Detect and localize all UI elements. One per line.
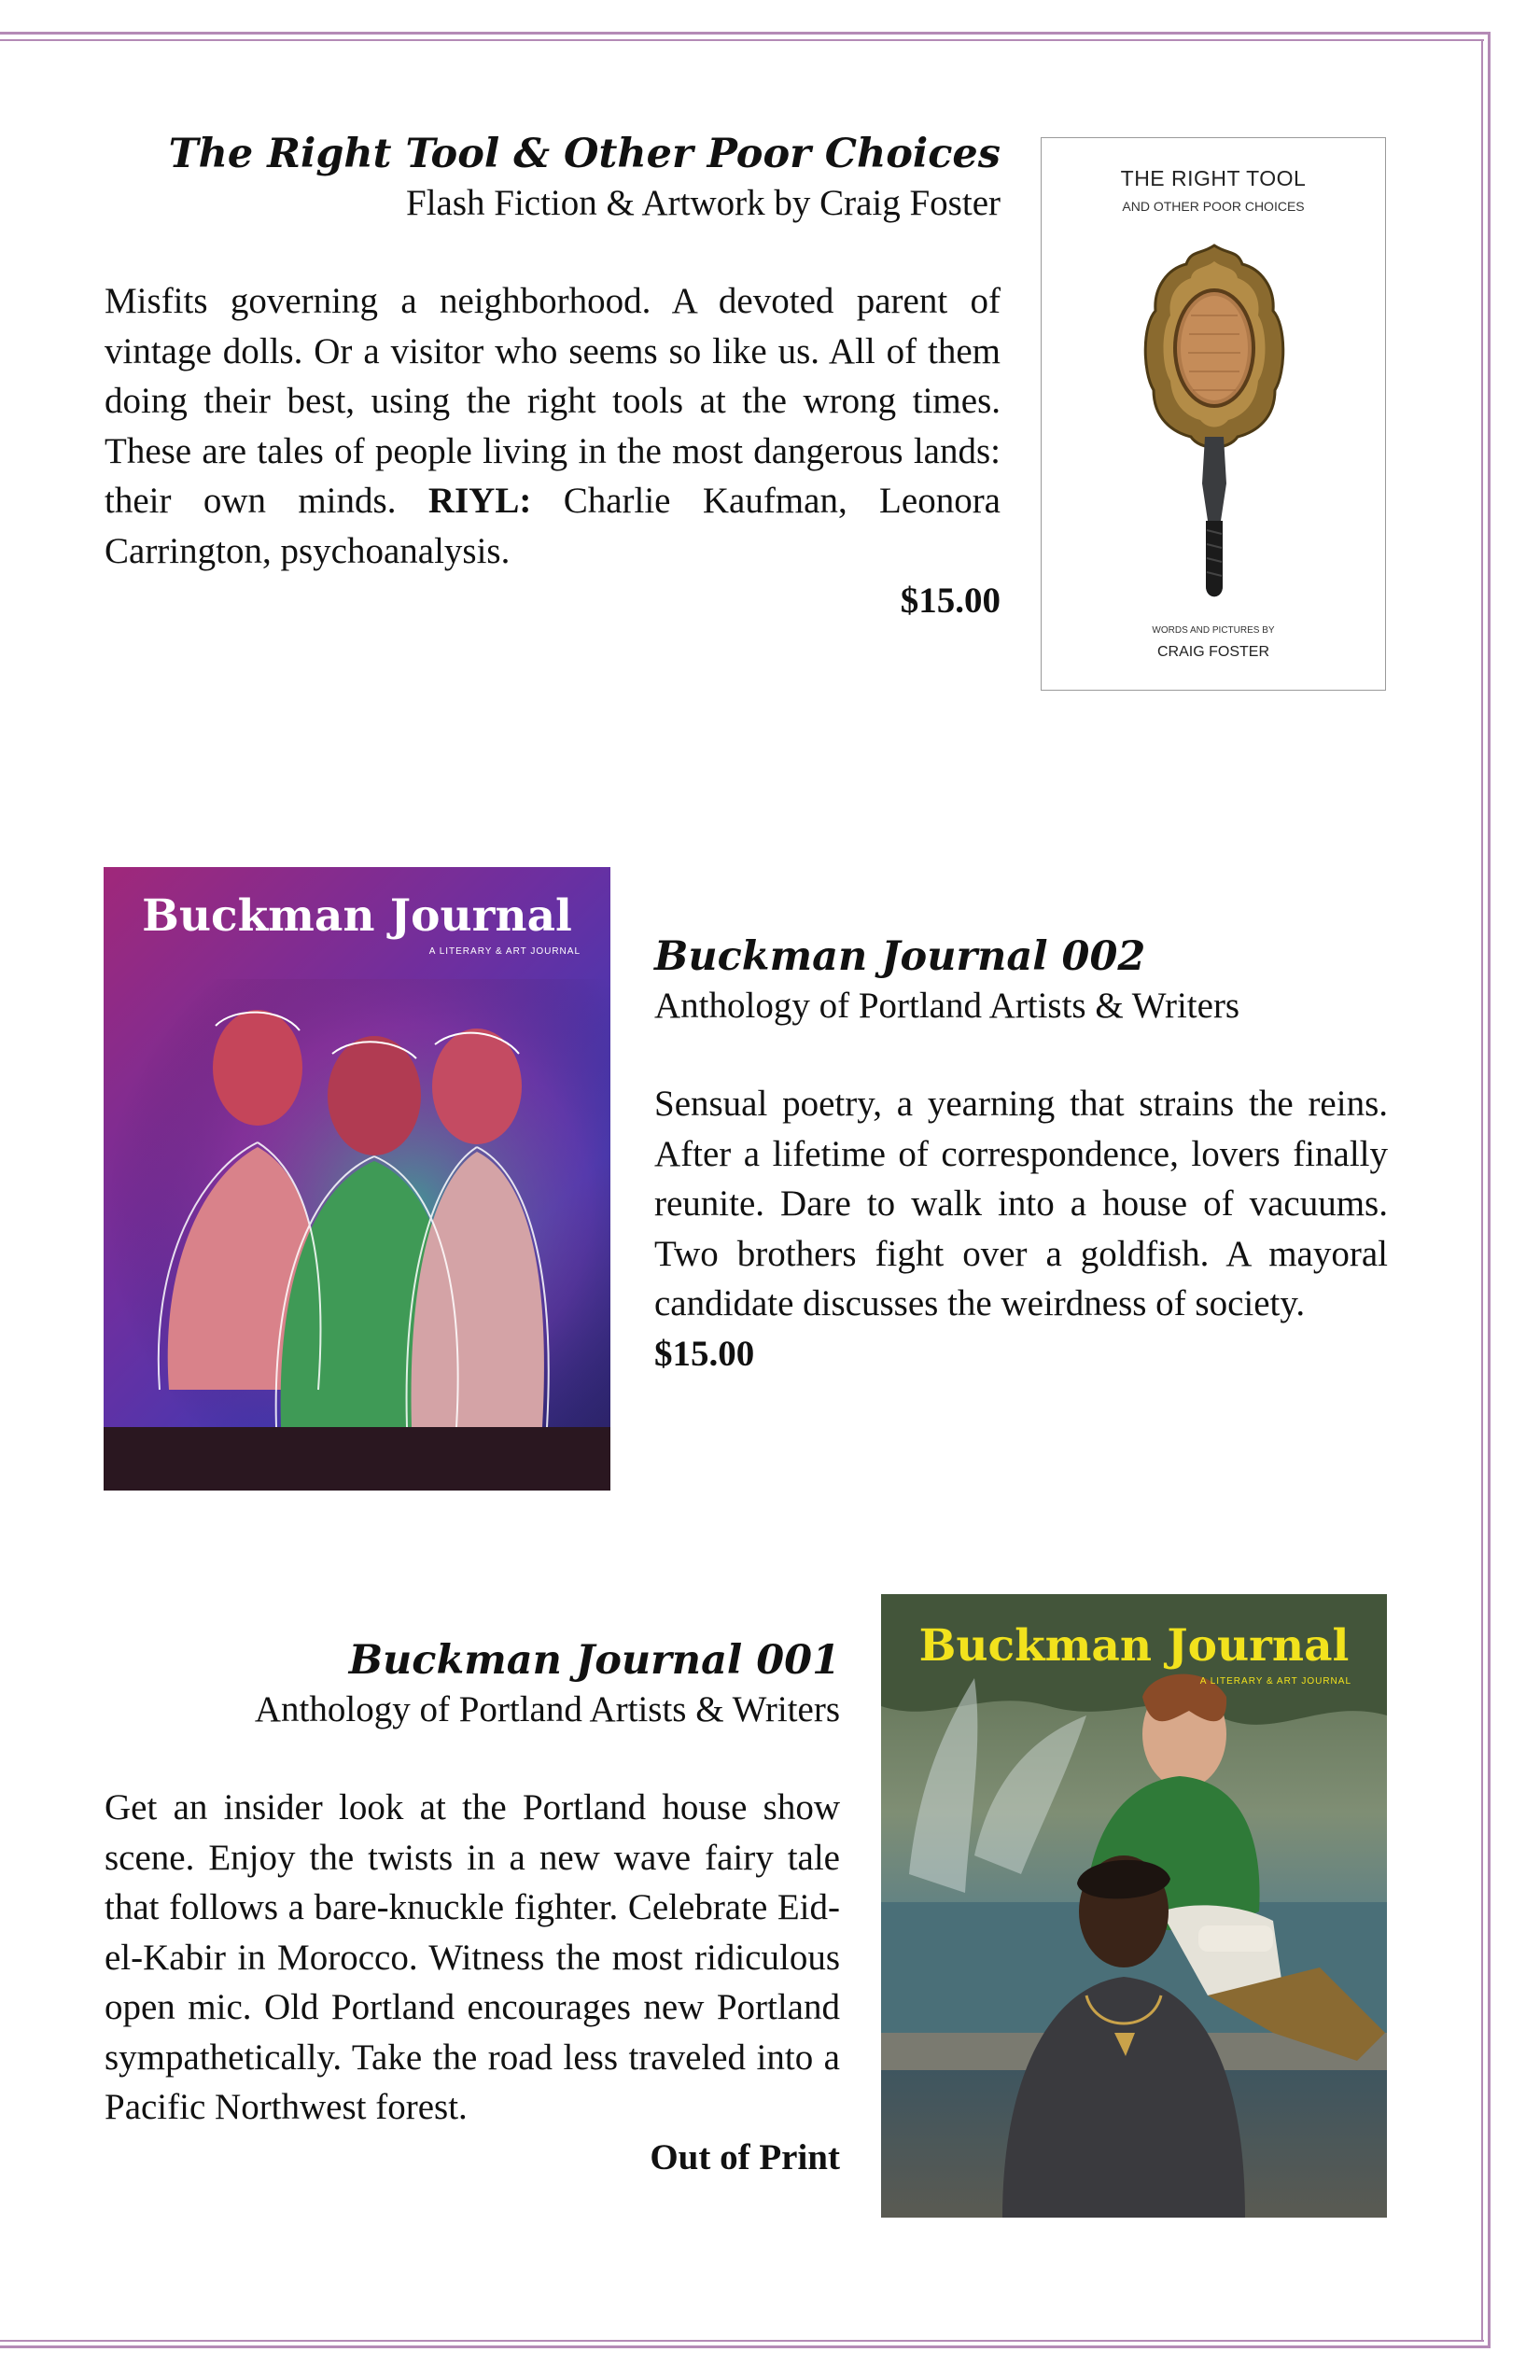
book-title: Buckman Journal 001 <box>348 1637 840 1684</box>
ornate-mirror-icon <box>1135 241 1294 614</box>
book-price: $15.00 <box>654 1333 755 1374</box>
book-entry-buckman-001 <box>105 1635 840 2182</box>
cover-tagline: A LITERARY & ART JOURNAL <box>428 946 581 957</box>
book-description: Sensual poetry, a yearning that strains the reins. After a lifetime of correspondence, lovers finally reunite. Dare to walk into a house of vacuums. Two brothers fight over a goldfish. A mayoral candidate discusses the weirdness of society. <box>654 1084 1388 1323</box>
riyl-text: Charlie Kaufman, Leonora Carrington, psychoanalysis. <box>105 481 1001 571</box>
book-title: Buckman Journal 002 <box>654 933 1146 980</box>
book-price: Out of Print <box>650 2136 840 2177</box>
book-description <box>105 276 1001 576</box>
cover-author: CRAIG FOSTER <box>1156 644 1269 660</box>
book-entry-right-tool <box>105 129 1001 625</box>
frame-right-line-outer <box>1488 32 1491 2348</box>
book-cover-right-tool <box>1041 137 1386 691</box>
cover-title: THE RIGHT TOOL <box>1120 166 1307 190</box>
frame-bottom-line-outer <box>0 2345 1491 2348</box>
cover-subtitle: AND OTHER POOR CHOICES <box>1122 199 1305 214</box>
frame-right-line-inner <box>1481 39 1483 2342</box>
book-subtitle: Flash Fiction & Artwork by Craig Foster <box>406 183 1001 223</box>
book-subtitle: Anthology of Portland Artists & Writers <box>254 1689 840 1729</box>
book-description: Get an insider look at the Portland house show scene. Enjoy the twists in a new wave fairy tale that follows a bare-knuckle fighter. Celebrate Eid-el-Kabir in Morocco. Witness the most ridiculous open mic. Old Portland encourages new Portland sympathetically. Take the road less traveled into a Pacific Northwest forest. <box>105 1787 840 2127</box>
book-cover-buckman-001 <box>881 1594 1387 2218</box>
description-text: Misfits governing a neighborhood. A devoted parent of vintage dolls. Or a visitor who seems so like us. All of them doing their best, using the right tools at the wrong times. These are tales of people living in the most dangerous lands: their own minds. <box>105 281 1001 521</box>
book-cover-buckman-002 <box>104 867 610 1491</box>
riyl-label: RIYL: <box>427 481 532 521</box>
three-figures-illustration <box>104 867 610 1491</box>
cover-credit-small: WORDS AND PICTURES BY <box>1152 625 1275 636</box>
book-title: The Right Tool & Other Poor Choices <box>168 131 1001 177</box>
book-price: $15.00 <box>900 581 1001 621</box>
frame-top-line-outer <box>0 32 1491 35</box>
cover-tagline: A LITERARY & ART JOURNAL <box>1199 1676 1351 1687</box>
frame-top-line-inner <box>0 39 1484 41</box>
cover-title: Buckman Journal <box>142 890 572 942</box>
book-entry-buckman-002 <box>654 931 1388 1379</box>
frame-bottom-line-inner <box>0 2340 1484 2342</box>
fountain-photo-illustration <box>881 1594 1387 2218</box>
cover-title: Buckman Journal <box>918 1620 1350 1672</box>
book-subtitle: Anthology of Portland Artists & Writers <box>654 986 1240 1026</box>
